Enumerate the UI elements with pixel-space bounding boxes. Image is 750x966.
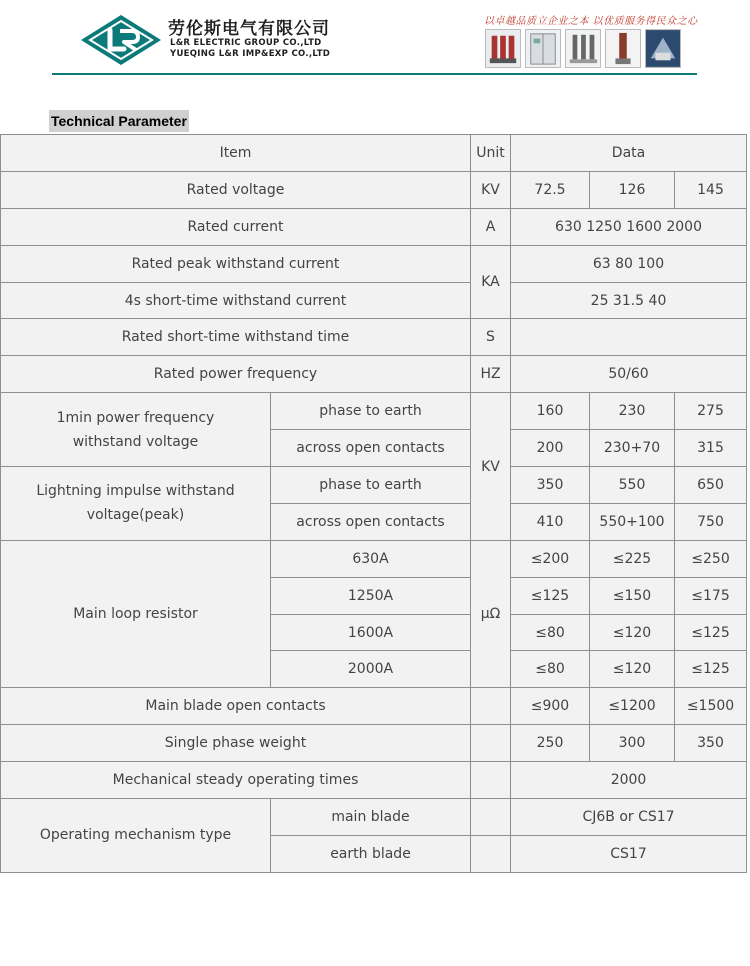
data-cell: ≤900 [511,688,590,725]
table-row [1,245,747,282]
company-name-en: L&R ELECTRIC GROUP CO.,LTD [170,38,322,48]
data-cell: 50/60 [511,356,747,393]
row-label [1,393,271,467]
data-cell: 630 1250 1600 2000 [511,208,747,245]
data-cell: 126 [590,171,675,208]
product-thumbnail [605,29,641,68]
data-cell: ≤1500 [675,688,747,725]
data-cell: CS17 [511,835,747,872]
table-row [1,467,747,504]
row-unit: A [471,208,511,245]
data-cell: 63 80 100 [511,245,747,282]
table-row [1,540,747,577]
product-thumbnail [645,29,681,68]
data-cell: 145 [675,171,747,208]
row-label-line: Lightning impulse withstand [36,483,235,500]
data-cell: 200 [511,430,590,467]
data-cell [511,319,747,356]
row-unit [471,688,511,725]
data-cell: 275 [675,393,747,430]
header-unit: Unit [471,135,511,172]
row-unit [471,799,511,836]
data-cell: ≤250 [675,540,747,577]
data-cell: ≤125 [675,614,747,651]
row-unit: μΩ [471,540,511,688]
row-unit [471,725,511,762]
row-label [1,467,271,541]
technical-parameter-table [0,134,747,873]
product-thumbnails [485,29,695,69]
data-cell: 25 31.5 40 [511,282,747,319]
data-cell: CJ6B or CS17 [511,799,747,836]
company-slogan: 以卓越品质立企业之本 以优质服务得民众之心 [484,16,698,27]
table-row [1,725,747,762]
data-cell: 230 [590,393,675,430]
product-thumbnail [565,29,601,68]
row-label: 4s short-time withstand current [1,282,471,319]
table-row [1,171,747,208]
row-unit [471,835,511,872]
row-sublabel: phase to earth [271,393,471,430]
product-thumbnail [525,29,561,68]
data-cell: ≤120 [590,614,675,651]
table-row [1,688,747,725]
row-label: Rated short-time withstand time [1,319,471,356]
section-title: Technical Parameter [49,110,189,132]
table-header-row [1,135,747,172]
row-unit: HZ [471,356,511,393]
data-cell: 300 [590,725,675,762]
data-cell: ≤225 [590,540,675,577]
table-row [1,282,747,319]
table-row [1,208,747,245]
data-cell: 72.5 [511,171,590,208]
row-label: Rated current [1,208,471,245]
product-thumbnail [485,29,521,68]
page-header [0,0,750,80]
data-cell: ≤125 [675,651,747,688]
data-cell: 160 [511,393,590,430]
row-sublabel: phase to earth [271,467,471,504]
data-cell: 230+70 [590,430,675,467]
data-cell: 550 [590,467,675,504]
company-name-cn: 劳伦斯电气有限公司 [168,19,330,39]
row-label-line: withstand voltage [72,433,199,450]
row-label: Rated power frequency [1,356,471,393]
row-unit: KA [471,245,511,319]
company-name-en-export: YUEQING L&R IMP&EXP CO.,LTD [170,49,331,59]
row-sublabel: across open contacts [271,430,471,467]
table-row [1,356,747,393]
row-sublabel: 1250A [271,577,471,614]
row-sublabel: earth blade [271,835,471,872]
data-cell: ≤1200 [590,688,675,725]
row-unit: S [471,319,511,356]
row-label: Main blade open contacts [1,688,471,725]
row-sublabel: across open contacts [271,503,471,540]
row-unit: KV [471,171,511,208]
row-label: Rated voltage [1,171,471,208]
header-item: Item [1,135,471,172]
row-sublabel: 1600A [271,614,471,651]
row-sublabel: 2000A [271,651,471,688]
row-label: Operating mechanism type [1,799,271,873]
data-cell: 350 [511,467,590,504]
data-cell: ≤120 [590,651,675,688]
company-logo [80,14,162,66]
table-row [1,393,747,430]
header-data: Data [511,135,747,172]
data-cell: 750 [675,503,747,540]
row-label: Rated peak withstand current [1,245,471,282]
table-row [1,319,747,356]
data-cell: 2000 [511,762,747,799]
row-label: Mechanical steady operating times [1,762,471,799]
row-label-line: 1min power frequency [56,409,215,426]
data-cell: ≤150 [590,577,675,614]
row-label: Main loop resistor [1,540,271,688]
row-sublabel: main blade [271,799,471,836]
data-cell: ≤80 [511,614,590,651]
data-cell: ≤80 [511,651,590,688]
data-cell: 250 [511,725,590,762]
table-row [1,762,747,799]
table-row [1,799,747,836]
data-cell: ≤200 [511,540,590,577]
row-unit [471,762,511,799]
data-cell: 550+100 [590,503,675,540]
data-cell: 315 [675,430,747,467]
data-cell: ≤175 [675,577,747,614]
row-label-line: voltage(peak) [86,507,185,524]
data-cell: 410 [511,503,590,540]
row-unit: KV [471,393,511,541]
data-cell: 650 [675,467,747,504]
header-divider [52,73,697,75]
data-cell: 350 [675,725,747,762]
row-sublabel: 630A [271,540,471,577]
row-label: Single phase weight [1,725,471,762]
data-cell: ≤125 [511,577,590,614]
